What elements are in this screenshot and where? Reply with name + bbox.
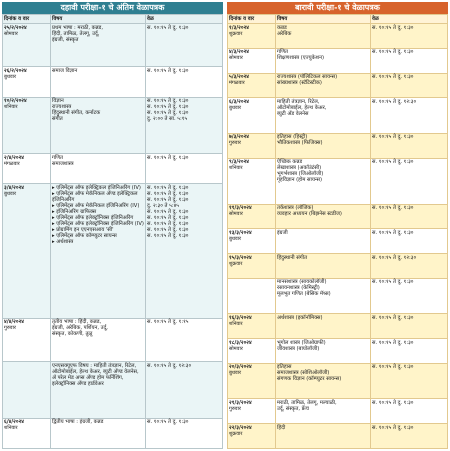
time-line: स. १०:१५ ते दु. १:३० — [147, 184, 189, 191]
subject-line: संगणक विज्ञान (कॉम्प्युटर सायन्स) — [277, 376, 342, 383]
time-cell — [371, 424, 448, 449]
ssc-header-row — [3, 15, 223, 24]
exam-day: बुधवार — [4, 73, 17, 80]
time-cell — [146, 154, 223, 184]
subject-line: भूगर्भशास्त्र (जिओलॉजी) — [277, 171, 324, 178]
time-line: स. १०:१५ ते दु. १:३० — [147, 220, 189, 227]
time-cell — [146, 318, 223, 361]
exam-day: सोमवार — [229, 211, 243, 218]
hsc-header-row — [228, 15, 448, 24]
exam-date: १३/३/२०२४ — [229, 229, 252, 236]
subject-line: कन्नड — [277, 24, 287, 31]
exam-date: १८/३/२०२४ — [229, 339, 252, 346]
table-row — [228, 73, 448, 98]
time-line: स. १०:१५ ते दु. १:३० — [147, 104, 189, 111]
subject-line: ▸ इंजिनिअरिंग ग्राफिक्स — [52, 208, 97, 215]
date-cell — [228, 204, 276, 229]
table-row — [228, 229, 448, 254]
time-line: स. १०:१५ ते दु. १:३० — [147, 419, 189, 426]
date-cell — [228, 424, 276, 449]
subject-line: ▸ एलिमेंट्स ऑफ मेकॅनिकल इंजिनिअरिंग (IV) — [52, 202, 140, 209]
date-cell — [3, 154, 51, 184]
date-cell — [228, 73, 276, 98]
time-line: स. १०:१५ ते दु. १:३० — [147, 226, 189, 233]
time-cell — [146, 24, 223, 67]
subject-line: द्वितीय भाषा : इंग्रजी, कन्नड — [52, 419, 104, 426]
exam-day: बुधवार — [229, 104, 242, 111]
subject-line: संगीत — [52, 116, 63, 123]
date-column-header: दिनांक व वार — [3, 15, 51, 24]
subject-line: समाज विज्ञान — [52, 67, 78, 74]
subject-line: प्रथम भाषा : मराठी, कन्नड, — [52, 24, 103, 31]
time-cell — [371, 229, 448, 254]
subject-cell — [51, 184, 146, 318]
exam-date: ७/३/२०२४ — [229, 134, 249, 141]
exam-day: बुधवार — [4, 190, 17, 197]
exam-day: गुरुवार — [229, 140, 241, 147]
subject-line: अरेबिक — [277, 30, 292, 37]
table-row — [228, 339, 448, 364]
time-line: दु. २:०० ते सा. ५:१५ — [147, 116, 188, 123]
subject-cell — [276, 314, 371, 339]
table-row — [228, 399, 448, 424]
ssc-timetable-panel — [2, 2, 223, 449]
time-line: स. १०:१५ ते दु. १:३० — [147, 232, 189, 239]
subject-line: व्यवहार अध्ययन (बिझनेस स्टडीज) — [277, 211, 342, 218]
time-cell — [371, 314, 448, 339]
table-row — [228, 204, 448, 229]
exam-day: सोमवार — [4, 30, 18, 37]
time-line: स. १०:१५ ते दु. १:३० — [372, 279, 414, 286]
time-cell — [146, 418, 223, 448]
subject-line: इंग्रजी, अरेबिक, पर्शियन, उर्दू, — [52, 325, 108, 332]
subject-line: मूलभूत गणित (बेसिक मॅथ्स) — [277, 291, 331, 298]
subject-line: भौतिकशास्त्र (फिजिक्स) — [277, 140, 323, 147]
time-cell — [371, 158, 448, 204]
exam-date: ५/३/२०२४ — [229, 74, 249, 81]
exam-date: १०/२/२०२४ — [4, 98, 27, 105]
subject-line: एनएसक्यूएफ विषय : माहिती तंत्रज्ञान, रिटेल, ऑटोमोबाईल, हेल्थ केअर, ब्युटी अँण्ड वेलनेस, ॲ परेल मेड अप्स अँण्ड होम फर्निशिंग, इलेक्ट्रॉनिक्स अँण्ड हार्डवेअर — [52, 362, 139, 387]
subject-cell — [276, 278, 371, 313]
date-cell — [3, 318, 51, 361]
subject-line: हिंदुस्थानी संगीत — [277, 254, 308, 261]
exam-date: १५/३/२०२४ — [229, 254, 252, 261]
time-line: स. १०:१५ ते दु. १:३० — [372, 399, 414, 406]
subject-line: गृहविज्ञान (होम सायन्स) — [277, 177, 323, 184]
time-line: स. १०:१५ ते दु. १:३० — [372, 424, 414, 431]
subject-line: भूगोल शास्त्र (जिओग्राफी) — [277, 339, 326, 346]
subject-cell — [51, 97, 146, 153]
subject-line: मानसशास्त्र (सायकोलॉजी) — [277, 279, 327, 286]
subject-line: राज्यशास्त्र — [52, 104, 72, 111]
exam-day: सोमवार — [229, 345, 243, 352]
date-cell — [228, 399, 276, 424]
table-row — [3, 318, 223, 361]
subject-line: रसायनशास्त्र (केमिस्ट्री) — [277, 285, 320, 292]
subject-line: अर्थशास्त्र (इकॉनॉमिक्स) — [277, 314, 323, 321]
table-row — [228, 48, 448, 73]
date-cell — [228, 24, 276, 49]
exam-date: ३/४/२०२४ — [4, 184, 24, 191]
subject-line: माहिती तंत्रज्ञान, रिटेल, — [277, 98, 320, 105]
time-cell — [146, 67, 223, 97]
exam-day: मंगळवार — [229, 80, 245, 87]
subject-cell — [276, 98, 371, 133]
table-row — [228, 24, 448, 49]
subject-line: हिंदुस्थानी संगीत, कर्नाटक — [52, 110, 101, 117]
subject-cell — [51, 318, 146, 361]
exam-date: ११/३/२०२४ — [229, 205, 252, 212]
time-line: स. १०:१५ ते दु. १:३० — [147, 154, 189, 161]
exam-day: बुधवार — [229, 235, 242, 242]
time-line: स. १०:१५ ते दु. १:३० — [147, 196, 189, 203]
exam-date: २०/३/२०२४ — [229, 364, 252, 371]
exam-day: शनिवार — [4, 425, 18, 432]
subject-line: तृतीय भाषा : हिंदी, कन्नड, — [52, 319, 102, 326]
subject-line: इतिहास — [277, 364, 292, 371]
exam-date: ४/३/२०२४ — [229, 49, 249, 56]
subject-line: हिंदी — [277, 424, 286, 431]
subject-line: तर्कशास्त्र (लॉजिक) — [277, 205, 314, 212]
subject-line: ▸ एलिमेंट्स ऑफ इलेक्ट्रॉनिक्स इंजिनिअरिंग — [52, 214, 134, 221]
time-line: स. १०:१५ ते दु. १:३० — [372, 74, 414, 81]
exam-day: शुक्रवार — [229, 260, 243, 267]
date-cell — [228, 229, 276, 254]
date-cell — [228, 314, 276, 339]
exam-date: ६/४/२०२४ — [4, 419, 24, 426]
exam-day: मंगळवार — [4, 160, 20, 167]
time-line: स. १०:१५ ते दु. १:३० — [147, 24, 189, 31]
hsc-timetable-panel — [227, 2, 448, 449]
table-row — [228, 133, 448, 158]
subject-line: मराठी, तामिळ, तेलगू, मल्याळी, — [277, 399, 337, 406]
exam-day: शनिवार — [229, 320, 243, 327]
date-cell — [228, 278, 276, 313]
subject-column-header: विषय — [276, 15, 371, 24]
date-cell — [228, 98, 276, 133]
time-line: स. १०:१५ ते दु. १:३० — [147, 208, 189, 215]
time-cell — [371, 133, 448, 158]
subject-line: इंग्रजी — [277, 229, 288, 236]
subject-line: लेखाशास्त्र (अकॉउंटंसी) — [277, 165, 322, 172]
exam-date: २२/३/२०२४ — [229, 424, 252, 431]
date-cell — [3, 67, 51, 97]
subject-line: ऑटोमोबाईल, हेल्थ केअर, — [277, 104, 327, 111]
time-line: स. १०:१५ ते दु. १:३० — [372, 339, 414, 346]
subject-cell — [51, 154, 146, 184]
time-column-header: वेळ — [146, 15, 223, 24]
subject-line: जीवशास्त्र (बायोलॉजी) — [277, 345, 320, 352]
time-line: स. १०:१५ ते दु. १:३० — [372, 134, 414, 141]
exam-date: १६/३/२०२४ — [229, 314, 252, 321]
subject-cell — [51, 418, 146, 448]
subject-line: संस्कृत, कोकणी, तुळू — [52, 331, 93, 338]
subject-cell — [276, 73, 371, 98]
exam-date: २६/२/२०२४ — [4, 67, 27, 74]
exam-date: २५/२/२०२४ — [4, 24, 27, 31]
subject-line: समाजशास्त्र (सोशिओलॉजी) — [277, 370, 330, 377]
time-column-header: वेळ — [371, 15, 448, 24]
time-line: दु. २:३० ते ५:४५ — [147, 202, 179, 209]
exam-date: ६/३/२०२४ — [229, 98, 249, 105]
table-row — [228, 363, 448, 398]
table-row — [228, 314, 448, 339]
exam-date: ४/४/२०२४ — [4, 319, 24, 326]
subject-cell — [276, 158, 371, 204]
time-cell — [146, 184, 223, 318]
time-line: स. १०:१५ ते दु. १:३० — [147, 110, 189, 117]
table-row — [228, 254, 448, 279]
exam-day: शनिवार — [229, 165, 243, 172]
time-line: स. १०:१५ ते दु. १:१५ — [147, 319, 189, 326]
time-line: स. १०:१५ ते दु. १:३० — [372, 229, 414, 236]
subject-line: सांख्यशास्त्र (स्टॅटिस्टीक) — [277, 80, 322, 87]
subject-line: ब्युटी अँड वेलनेस — [277, 110, 309, 117]
subject-cell — [276, 424, 371, 449]
table-row — [3, 184, 223, 318]
ssc-timetable-table — [2, 14, 223, 449]
table-row — [3, 418, 223, 448]
date-cell — [228, 48, 276, 73]
table-row — [228, 424, 448, 449]
exam-day: शुक्रवार — [229, 30, 243, 37]
subject-line: इंग्रजी, संस्कृत — [52, 36, 79, 43]
exam-date: ९/३/२०२४ — [229, 159, 249, 166]
time-line: स. १०:१५ ते दु. १:३० — [147, 190, 189, 197]
subject-line: ऐच्छिक कन्नड — [277, 159, 303, 166]
time-cell — [146, 97, 223, 153]
subject-cell — [276, 133, 371, 158]
subject-line: राज्यशास्त्र (पॉलिटिकल सायन्स) — [277, 74, 338, 81]
date-cell — [3, 184, 51, 318]
subject-line: इतिहास (हिस्ट्री) — [277, 134, 308, 141]
time-cell — [371, 48, 448, 73]
date-cell — [3, 24, 51, 67]
subject-line: गणित — [52, 154, 63, 161]
subject-cell — [51, 362, 146, 418]
table-row — [228, 98, 448, 133]
exam-day: शनिवार — [4, 104, 18, 111]
subject-line: उर्दू, संस्कृत, फ्रेंच — [277, 405, 309, 412]
ssc-timetable-title: दहावी परीक्षा-१ चे अंतिम वेळापत्रक — [2, 2, 223, 14]
time-cell — [371, 254, 448, 279]
time-line: स. १०:१५ ते दु. १:३० — [147, 98, 189, 105]
time-cell — [371, 363, 448, 398]
time-line: स. १०:१५ ते दु. १:३० — [147, 214, 189, 221]
subject-line: गणित — [277, 49, 288, 56]
subject-line: ▸ एलिमेंट्स ऑफ इलेक्ट्रॉनिक्स इंजिनिअरिंग (IV) — [52, 220, 144, 227]
date-cell — [228, 133, 276, 158]
exam-day: गुरुवार — [4, 325, 16, 332]
subject-cell — [276, 399, 371, 424]
time-line: स. १०:१५ ते दु. १:३० — [147, 67, 189, 74]
date-cell — [228, 158, 276, 204]
time-line: स. १०:१५ ते दु. १:३० — [372, 159, 414, 166]
subject-line: हिंदी, तामिळ, तेलगू, उर्दू, — [52, 30, 100, 37]
date-cell — [3, 97, 51, 153]
time-line: स. १०:१५ ते दु. १:३० — [372, 364, 414, 371]
exam-date: २/४/२०२४ — [4, 154, 24, 161]
table-row — [228, 278, 448, 313]
time-line: स. १०:१५ ते दु. १:३० — [372, 314, 414, 321]
table-row — [3, 154, 223, 184]
time-line: स. १०:१५ ते दु. १:३० — [372, 205, 414, 212]
table-row — [228, 158, 448, 204]
time-cell — [371, 339, 448, 364]
exam-date: १/३/२०२४ — [229, 24, 249, 31]
date-column-header: दिनांक व वार — [228, 15, 276, 24]
subject-line: ▸ एलिमेंट्स ऑफ मेकॅनिकल अँण्ड इलेक्ट्रिकल इंजिनिअरिंग — [52, 190, 138, 203]
date-cell — [228, 254, 276, 279]
time-cell — [371, 278, 448, 313]
time-line: स. १०:१५ ते दु. १२:३० — [372, 254, 417, 261]
exam-day: सोमवार — [229, 55, 243, 62]
table-row — [3, 362, 223, 418]
time-cell — [371, 73, 448, 98]
time-line: स. १०:१५ ते दु. १२:३० — [147, 362, 192, 369]
subject-line: ▸ एलिमेंट्स ऑफ कॉम्प्युटर सायन्स — [52, 232, 117, 239]
date-cell — [3, 418, 51, 448]
subject-column-header: विषय — [51, 15, 146, 24]
time-line: स. १०:१५ ते दु. १:३० — [372, 49, 414, 56]
time-cell — [371, 24, 448, 49]
table-row — [3, 67, 223, 97]
subject-line: ▸ एलिमेंट्स ऑफ इलेक्ट्रिकल इंजिनिअरिंग (IV) — [52, 184, 141, 191]
exam-day: बुधवार — [229, 370, 242, 377]
subject-line: शिक्षणशास्त्र (एज्युकेशन) — [277, 55, 325, 62]
table-row — [3, 24, 223, 67]
date-cell — [228, 339, 276, 364]
hsc-timetable-table — [227, 14, 448, 449]
time-cell — [146, 362, 223, 418]
table-row — [3, 97, 223, 153]
subject-line: समाजशास्त्र — [52, 160, 74, 167]
subject-cell — [51, 24, 146, 67]
exam-day: गुरुवार — [229, 405, 241, 412]
subject-line: ▸ अर्थशास्त्र — [52, 238, 74, 245]
subject-line: ▸ प्रोग्रामिंग इन एएनएसआय 'सी' — [52, 226, 114, 233]
time-cell — [371, 98, 448, 133]
time-cell — [371, 204, 448, 229]
subject-cell — [276, 363, 371, 398]
time-cell — [371, 399, 448, 424]
date-cell — [228, 363, 276, 398]
subject-line: विज्ञान — [52, 98, 64, 105]
date-cell — [3, 362, 51, 418]
exam-day: शुक्रवार — [229, 430, 243, 437]
time-line: स. १०:१५ ते दु. १२:३० — [372, 98, 417, 105]
subject-cell — [276, 339, 371, 364]
hsc-timetable-title: बारावी परीक्षा-१ चे वेळापत्रक — [227, 2, 448, 14]
subject-cell — [276, 254, 371, 279]
exam-date: २१/३/२०२४ — [229, 399, 252, 406]
time-line: स. १०:१५ ते दु. १:३० — [372, 24, 414, 31]
subject-cell — [276, 229, 371, 254]
subject-cell — [51, 67, 146, 97]
subject-cell — [276, 204, 371, 229]
subject-cell — [276, 24, 371, 49]
subject-cell — [276, 48, 371, 73]
